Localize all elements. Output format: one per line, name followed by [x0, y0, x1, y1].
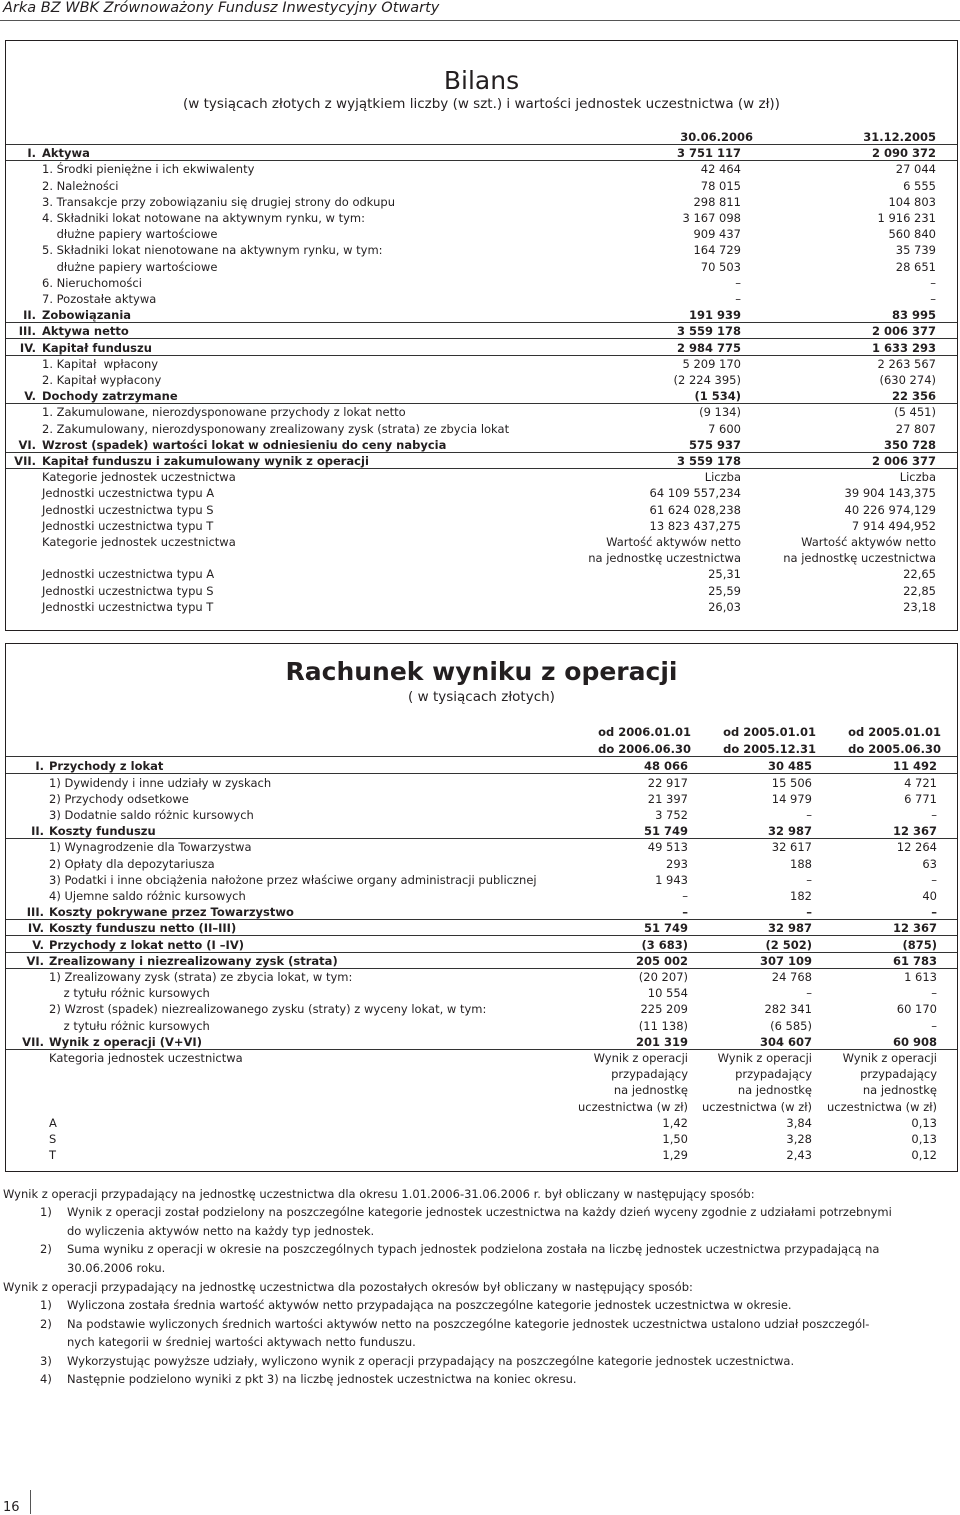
row-number: III.: [26, 905, 44, 920]
row-label: Jednostki uczestnictwa typu S: [42, 583, 214, 598]
table-row: [6, 566, 957, 582]
list-number: 2): [40, 1242, 52, 1256]
table-row: [6, 856, 957, 872]
value-2006: –: [735, 275, 741, 290]
list-number: 1): [40, 1298, 52, 1312]
col-header-2006a: od 2006.01.01: [598, 725, 691, 739]
row-label: Kategorie jednostek uczestnictwa: [42, 470, 236, 485]
row-number: V.: [24, 389, 36, 404]
value-2005: 35 739: [895, 243, 936, 258]
value-2005-half: –: [931, 1018, 937, 1033]
row-label: Wzrost (spadek) wartości lokat w odniesieniu do ceny nabycia: [42, 437, 447, 452]
list-text-line: Wyliczona została średnia wartość aktywów netto przypadająca na poszczególne kategorie jednostek uczestnictwa w okresie.: [67, 1298, 792, 1312]
list-text-line: nych kategorii w średniej wartości aktywach netto funduszu.: [67, 1335, 416, 1349]
row-label: S: [49, 1132, 57, 1146]
table-row: [6, 937, 957, 953]
table-row: [6, 1147, 957, 1163]
row-label: Zrealizowany i niezrealizowany zysk (strata): [49, 953, 338, 968]
row-number: IV.: [19, 340, 36, 355]
value-2005-full: 14 979: [771, 791, 812, 806]
row-number: II.: [31, 824, 44, 839]
row-label: Koszty funduszu netto (II–III): [49, 921, 237, 936]
value-2005-half: 40: [922, 889, 937, 903]
value-2006: (1 534): [694, 389, 741, 404]
col-header-2005b: do 2005.12.31: [723, 742, 816, 757]
value-2006: 1,42: [662, 1115, 688, 1130]
row-label: Jednostki uczestnictwa typu S: [42, 502, 214, 517]
row-label: 3) Dodatnie saldo różnic kursowych: [49, 808, 254, 822]
col-header-2005a: od 2005.01.01: [723, 725, 816, 739]
value-2005-half: 0,13: [911, 1132, 937, 1146]
value-2005-full: 304 607: [759, 1034, 812, 1049]
value-2006: (11 138): [638, 1018, 688, 1033]
value-2006: 48 066: [643, 759, 688, 774]
table-row: [6, 1001, 957, 1017]
row-label: Kapitał funduszu i zakumulowany wynik z operacji: [42, 454, 369, 468]
value-2005: 23,18: [903, 599, 936, 614]
value-2005: (5 451): [894, 405, 936, 420]
value-2005-half: 60 908: [892, 1034, 937, 1049]
value-2005-full: 24 768: [771, 970, 812, 984]
row-label: 2) Opłaty dla depozytariusza: [49, 856, 215, 871]
value-2005-half: 12 264: [896, 840, 937, 855]
value-2006: 1,50: [662, 1132, 688, 1146]
table-row: [6, 145, 957, 161]
income-header-row-2: [6, 741, 957, 757]
row-number: VII.: [22, 1034, 44, 1049]
table-row: [6, 1018, 957, 1034]
row-label: 1) Zrealizowany zysk (strata) ze zbycia lokat, w tym:: [49, 970, 353, 984]
list-text-line: Suma wyniku z operacji w okresie na poszczególnych typach jednostek podzielona została na liczbę jednostek uczestnictwa przypadającą na: [67, 1242, 880, 1256]
value-2006: 191 939: [688, 308, 741, 323]
list-number: 1): [40, 1205, 52, 1219]
row-label: Przychody z lokat: [49, 759, 164, 774]
value-2005: 40 226 974,129: [844, 502, 936, 517]
value-2005-half: 6 771: [904, 791, 937, 806]
value-2005-half: 11 492: [892, 759, 937, 774]
value-2005: 28 651: [895, 259, 936, 274]
col-header-2005: 31.12.2005: [863, 130, 936, 144]
table-row: [6, 323, 957, 339]
value-2005: 104 803: [888, 194, 936, 209]
table-row: [6, 920, 957, 936]
value-2005-half: 61 783: [892, 953, 937, 968]
value-2005: 2 263 567: [877, 356, 936, 371]
value-2006: 13 823 437,275: [649, 518, 741, 533]
row-label: Aktywa: [42, 146, 90, 161]
row-number: I.: [35, 759, 44, 774]
value-2005-half: przypadający: [860, 1067, 937, 1082]
value-2006: –: [682, 905, 688, 920]
value-2006: 3 752: [655, 808, 688, 822]
value-2005: 2 006 377: [871, 324, 936, 339]
table-row: [6, 437, 957, 453]
value-2005: 27 807: [895, 421, 936, 436]
value-2006: (9 134): [699, 405, 741, 420]
row-label: Jednostki uczestnictwa typu T: [42, 599, 214, 614]
row-number: VI.: [26, 953, 44, 968]
value-2005-full: –: [806, 986, 812, 1001]
table-row: [6, 404, 957, 420]
row-label: A: [49, 1115, 57, 1130]
value-2005-full: –: [806, 872, 812, 887]
row-label: 3) Podatki i inne obciążenia nałożone przez właściwe organy administracji publicznej: [49, 872, 537, 887]
value-2006: 51 749: [643, 921, 688, 936]
value-2006: 164 729: [693, 243, 741, 258]
balance-sheet-panel: [5, 40, 958, 631]
row-label: 7. Pozostałe aktywa: [42, 292, 157, 306]
value-2006: 26,03: [708, 599, 741, 614]
list-text-line: Następnie podzielono wyniki z pkt 3) na liczbę jednostek uczestnictwa na koniec okresu.: [67, 1372, 577, 1386]
row-label: T: [49, 1148, 57, 1163]
list-text-line: Wykorzystując powyższe udziały, wyliczono wynik z operacji przypadający na poszczególne kategorie jednostek uczestnictwa.: [67, 1353, 795, 1368]
table-row: [6, 1066, 957, 1082]
value-2005-half: –: [931, 986, 937, 1001]
table-row: [6, 823, 957, 839]
table-row: [6, 599, 957, 615]
row-number: II.: [23, 308, 36, 323]
value-2005: 350 728: [883, 437, 936, 452]
table-row: [6, 356, 957, 372]
value-2005-full: 3,28: [786, 1132, 812, 1146]
value-2006: na jednostkę uczestnictwa: [588, 551, 741, 566]
row-label: 1) Dywidendy i inne udziały w zyskach: [49, 775, 272, 790]
value-2006: 51 749: [643, 824, 688, 839]
value-2005-full: 3,84: [786, 1115, 812, 1130]
value-2005-half: –: [931, 808, 937, 822]
value-2006: Wartość aktywów netto: [606, 535, 741, 549]
row-label: 1. Zakumulowane, nierozdysponowane przychody z lokat netto: [42, 405, 406, 420]
value-2006: 42 464: [700, 162, 741, 177]
row-label: Przychody z lokat netto (I –IV): [49, 937, 244, 952]
page-number: 16: [3, 1500, 20, 1515]
value-2006: 1 943: [655, 872, 688, 887]
value-2005: –: [930, 292, 936, 306]
value-2006: 3 559 178: [676, 454, 741, 468]
row-label: Kategoria jednostek uczestnictwa: [49, 1051, 243, 1065]
value-2006: –: [682, 889, 688, 903]
notes-intro-1: Wynik z operacji przypadający na jednostkę uczestnictwa dla okresu 1.01.2006-31.06.2006 r. był obliczany w następujący sposób:: [3, 1187, 755, 1201]
value-2005-half: 1 613: [904, 970, 937, 984]
row-label: z tytułu różnic kursowych: [49, 986, 210, 1001]
value-2005: 83 995: [891, 308, 936, 323]
row-label: 1. Kapitał wpłacony: [42, 356, 159, 371]
value-2005-half: –: [931, 905, 937, 920]
value-2005-half: uczestnictwa (w zł): [827, 1099, 937, 1114]
row-number: V.: [32, 937, 44, 952]
row-label: dłużne papiery wartościowe: [42, 227, 218, 242]
value-2006: 3 559 178: [676, 324, 741, 339]
value-2005: 1 916 231: [877, 211, 936, 225]
value-2006: Wynik z operacji: [593, 1051, 688, 1065]
row-label: Jednostki uczestnictwa typu T: [42, 518, 214, 533]
table-row: [6, 1099, 957, 1115]
row-number: VI.: [18, 437, 36, 452]
table-row: [6, 372, 957, 388]
row-label: 2. Należności: [42, 178, 119, 193]
value-2005-half: 12 367: [892, 921, 937, 936]
row-label: 2) Wzrost (spadek) niezrealizowanego zysku (straty) z wyceny lokat, w tym:: [49, 1002, 487, 1017]
row-label: z tytułu różnic kursowych: [49, 1018, 210, 1033]
table-row: [6, 291, 957, 307]
table-row: [6, 775, 957, 791]
value-2005-half: 0,13: [911, 1115, 937, 1130]
value-2005-full: 182: [790, 889, 812, 903]
value-2005-full: –: [806, 808, 812, 822]
table-row: [6, 985, 957, 1001]
value-2006: 25,31: [708, 567, 741, 582]
row-label: 4. Składniki lokat notowane na aktywnym rynku, w tym:: [42, 211, 365, 225]
table-row: [6, 969, 957, 985]
list-text-line: Na podstawie wyliczonych średnich wartości aktywów netto na poszczególne kategorie jednostek uczestnictwa ustalono udział poszczegól-: [67, 1316, 870, 1331]
value-2005: 22,65: [903, 567, 936, 582]
income-statement-panel: [5, 643, 958, 1172]
table-row: [6, 242, 957, 258]
value-2006: 3 751 117: [676, 146, 741, 161]
row-label: Jednostki uczestnictwa typu A: [42, 567, 215, 582]
value-2006: 2 984 775: [676, 340, 741, 355]
value-2005: 22 356: [891, 389, 936, 404]
value-2005-half: na jednostkę: [862, 1083, 937, 1098]
value-2005: 1 633 293: [871, 340, 936, 355]
value-2005-half: Wynik z operacji: [842, 1051, 937, 1065]
value-2005-full: 32 987: [767, 824, 812, 839]
value-2005-full: –: [806, 905, 812, 920]
value-2006: na jednostkę: [613, 1083, 688, 1098]
value-2006: 909 437: [693, 227, 741, 242]
table-row: [6, 307, 957, 323]
income-title: Rachunek wyniku z operacji: [285, 657, 678, 686]
value-2005-full: 32 987: [767, 921, 812, 936]
list-number: 2): [40, 1316, 52, 1331]
table-row: [6, 888, 957, 904]
table-row: [6, 178, 957, 194]
row-label: Wynik z operacji (V+VI): [49, 1034, 202, 1049]
value-2005-full: (6 585): [770, 1018, 812, 1033]
value-2005: 2 090 372: [871, 146, 936, 161]
row-label: Kapitał funduszu: [42, 340, 152, 355]
list-text-line: do wyliczenia aktywów netto na każdy typ jednostek.: [67, 1223, 375, 1238]
list-number: 3): [40, 1353, 52, 1368]
table-row: [6, 583, 957, 599]
value-2005-full: (2 502): [765, 937, 812, 952]
row-label: 2) Przychody odsetkowe: [49, 791, 189, 806]
value-2005: 27 044: [895, 162, 936, 177]
header-divider: [0, 20, 960, 21]
value-2006: 293: [666, 856, 688, 871]
value-2006: 49 513: [647, 840, 688, 855]
row-label: 4) Ujemne saldo różnic kursowych: [49, 889, 246, 903]
table-row: [6, 485, 957, 501]
table-row: [6, 791, 957, 807]
value-2006: 61 624 028,238: [649, 502, 741, 517]
row-label: Koszty pokrywane przez Towarzystwo: [49, 905, 294, 920]
value-2006: 21 397: [647, 791, 688, 806]
value-2006: 225 209: [640, 1002, 688, 1017]
table-row: [6, 340, 957, 356]
col-header-2006: 30.06.2006: [680, 130, 753, 144]
value-2006: –: [735, 292, 741, 306]
balance-title: Bilans: [443, 66, 520, 95]
value-2005: 7 914 494,952: [851, 518, 936, 533]
balance-header-row: [6, 129, 957, 145]
table-row: [6, 453, 957, 469]
col-header-2005b-b: do 2005.06.30: [848, 742, 941, 757]
table-row: [6, 550, 957, 566]
value-2005: 39 904 143,375: [844, 486, 936, 501]
value-2005: Wartość aktywów netto: [801, 535, 936, 549]
table-row: [6, 807, 957, 823]
table-row: [6, 904, 957, 920]
table-row: [6, 275, 957, 291]
table-row: [6, 758, 957, 774]
value-2005: (630 274): [879, 373, 936, 387]
row-label: 2. Zakumulowany, nierozdysponowany zrealizowany zysk (strata) ze zbycia lokat: [42, 421, 510, 436]
row-label: Zobowiązania: [42, 308, 132, 323]
row-label: 1) Wynagrodzenie dla Towarzystwa: [49, 840, 252, 855]
value-2005-half: (875): [902, 937, 937, 952]
value-2006: uczestnictwa (w zł): [578, 1099, 688, 1114]
value-2006: (20 207): [638, 970, 688, 984]
value-2005-full: uczestnictwa (w zł): [702, 1099, 812, 1114]
row-label: Koszty funduszu: [49, 824, 156, 839]
col-header-2005b-a: od 2005.01.01: [848, 725, 941, 739]
list-number: 4): [40, 1372, 52, 1386]
value-2005-full: 2,43: [786, 1148, 812, 1163]
value-2006: (2 224 395): [673, 373, 741, 387]
value-2006: 5 209 170: [682, 356, 741, 371]
value-2005-half: 63: [922, 856, 937, 871]
table-row: [6, 1115, 957, 1131]
value-2006: 22 917: [647, 775, 688, 790]
row-number: I.: [27, 146, 36, 161]
row-label: 3. Transakcje przy zobowiązaniu się drugiej strony do odkupu: [42, 194, 395, 209]
row-number: IV.: [27, 921, 44, 936]
table-row: [6, 194, 957, 210]
value-2005: na jednostkę uczestnictwa: [783, 551, 936, 566]
value-2006: 201 319: [635, 1034, 688, 1049]
value-2006: 70 503: [700, 259, 741, 274]
value-2005-half: 0,12: [911, 1148, 937, 1163]
table-row: [6, 872, 957, 888]
row-divider: [6, 756, 957, 757]
col-header-2006b: do 2006.06.30: [598, 742, 691, 757]
table-row: [6, 1034, 957, 1050]
table-row: [6, 534, 957, 550]
value-2005: 560 840: [888, 227, 936, 242]
value-2006: (3 683): [641, 937, 688, 952]
table-row: [6, 518, 957, 534]
table-row: [6, 421, 957, 437]
table-row: [6, 1082, 957, 1098]
table-row: [6, 161, 957, 177]
value-2006: 25,59: [708, 583, 741, 598]
row-number: VII.: [14, 454, 36, 468]
value-2005-full: 282 341: [764, 1002, 812, 1017]
value-2006: 10 554: [647, 986, 688, 1001]
row-label: dłużne papiery wartościowe: [42, 259, 218, 274]
income-header-row-1: [6, 724, 957, 740]
value-2006: 64 109 557,234: [649, 486, 741, 501]
table-row: [6, 388, 957, 404]
row-label: 6. Nieruchomości: [42, 275, 142, 290]
value-2005-half: 60 170: [896, 1002, 937, 1017]
value-2005-full: 15 506: [771, 775, 812, 790]
row-label: Aktywa netto: [42, 324, 129, 339]
notes-intro-2: Wynik z operacji przypadający na jednostkę uczestnictwa dla pozostałych okresów był obliczany w następujący sposób:: [3, 1280, 693, 1294]
table-row: [6, 226, 957, 242]
row-label: Dochody zatrzymane: [42, 389, 178, 404]
value-2006: Liczba: [704, 470, 741, 485]
table-row: [6, 1131, 957, 1147]
value-2006: 298 811: [693, 194, 741, 209]
value-2005: 6 555: [903, 178, 936, 193]
value-2005-full: 307 109: [759, 953, 812, 968]
value-2006: przypadający: [611, 1067, 688, 1082]
table-row: [6, 259, 957, 275]
value-2005-full: Wynik z operacji: [717, 1051, 812, 1065]
income-subtitle: ( w tysiącach złotych): [408, 689, 555, 705]
value-2005-full: przypadający: [735, 1067, 812, 1082]
value-2006: 1,29: [662, 1148, 688, 1163]
balance-subtitle: (w tysiącach złotych z wyjątkiem liczby (w szt.) i wartości jednostek uczestnictwa (w zł)): [183, 96, 780, 112]
value-2005: 2 006 377: [871, 454, 936, 468]
value-2006: 3 167 098: [682, 211, 741, 225]
document-header: Arka BZ WBK Zrównoważony Fundusz Inwestycyjny Otwarty: [3, 0, 440, 16]
value-2006: 205 002: [635, 953, 688, 968]
list-text-line: 30.06.2006 roku.: [67, 1260, 166, 1275]
row-label: 1. Środki pieniężne i ich ekwiwalenty: [42, 162, 255, 177]
value-2005: 22,85: [903, 583, 936, 598]
row-label: 5. Składniki lokat nienotowane na aktywnym rynku, w tym:: [42, 243, 383, 258]
footer-divider: [30, 1490, 31, 1514]
row-label: Kategorie jednostek uczestnictwa: [42, 535, 236, 549]
table-row: [6, 469, 957, 485]
value-2005-half: 12 367: [892, 824, 937, 839]
value-2005: Liczba: [899, 470, 936, 485]
list-text-line: Wynik z operacji został podzielony na poszczególne kategorie jednostek uczestnictwa na każdy dzień wyceny zgodnie z udziałami potrzebnymi: [67, 1205, 892, 1219]
value-2005-half: –: [931, 872, 937, 887]
table-row: [6, 210, 957, 226]
value-2005-full: 30 485: [767, 759, 812, 774]
table-row: [6, 953, 957, 969]
table-row: [6, 502, 957, 518]
value-2005: –: [930, 275, 936, 290]
row-number: III.: [18, 324, 36, 339]
value-2006: 7 600: [708, 421, 741, 436]
value-2005-full: na jednostkę: [737, 1083, 812, 1098]
table-row: [6, 839, 957, 855]
row-label: Jednostki uczestnictwa typu A: [42, 486, 215, 501]
value-2006: 575 937: [688, 437, 741, 452]
value-2006: 78 015: [700, 178, 741, 193]
table-row: [6, 1050, 957, 1066]
value-2005-full: 32 617: [771, 840, 812, 855]
value-2005-full: 188: [790, 856, 812, 871]
value-2005-half: 4 721: [904, 775, 937, 790]
row-label: 2. Kapitał wypłacony: [42, 373, 162, 387]
